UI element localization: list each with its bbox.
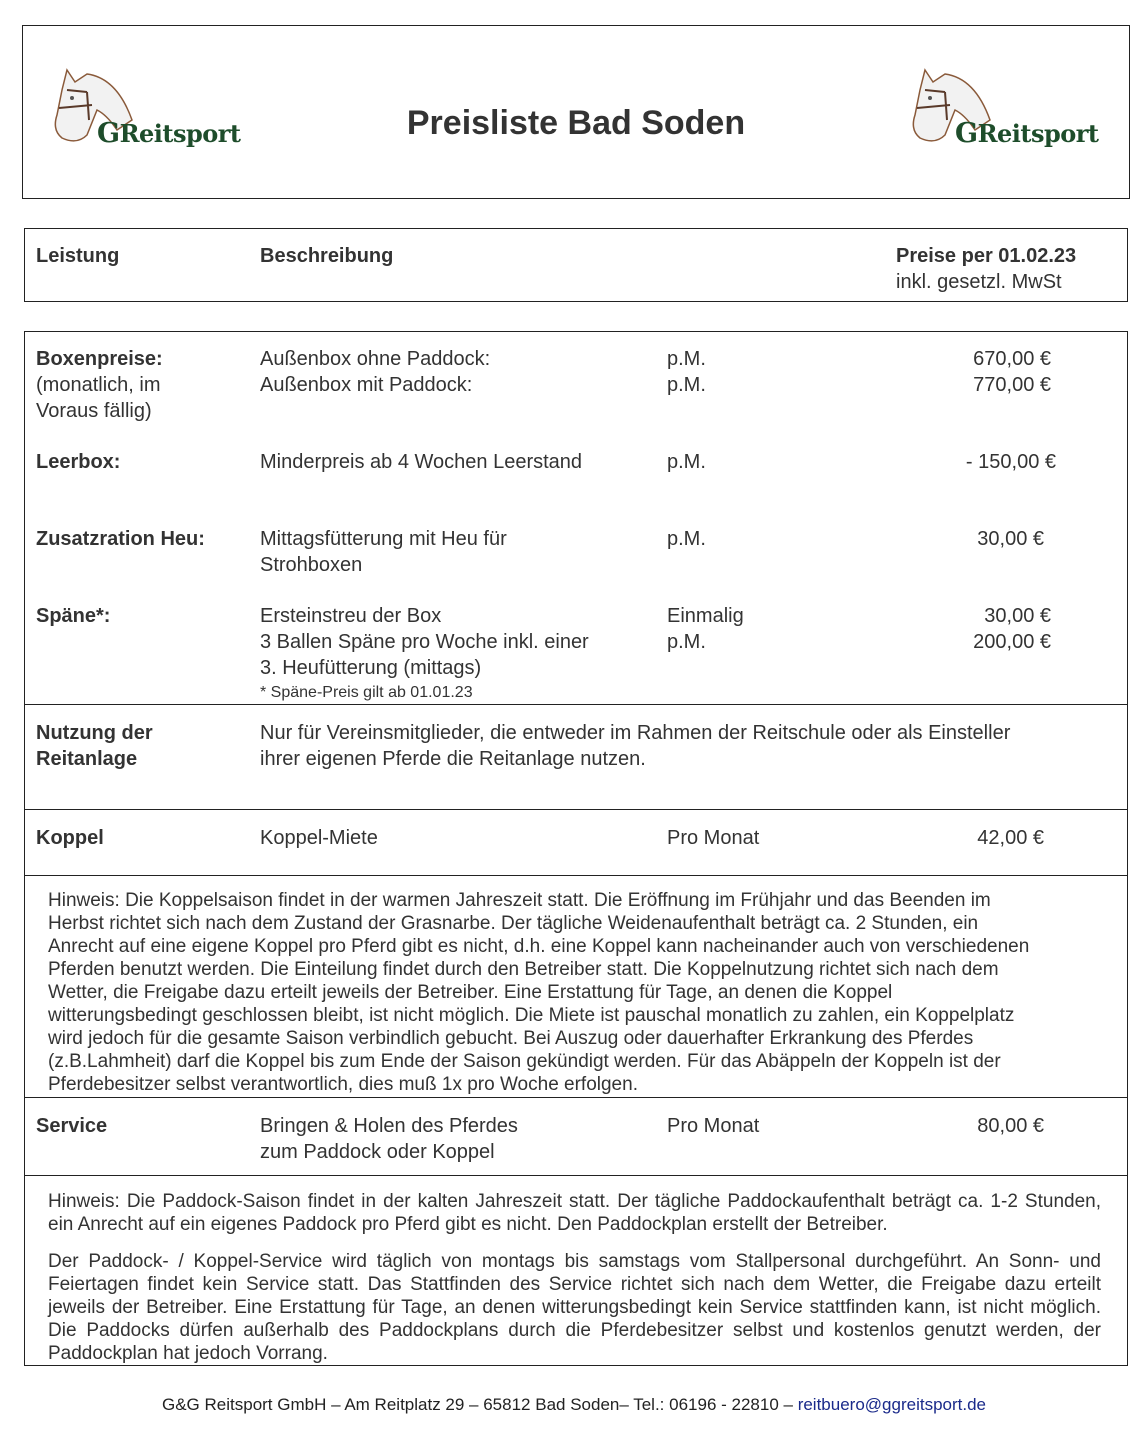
item-desc: Außenbox mit Paddock:: [260, 374, 473, 396]
item-desc: Ersteinstreu der Box: [260, 605, 442, 627]
divider: [24, 228, 1128, 229]
item-price: 30,00 €: [977, 528, 1044, 550]
footer: [0, 1395, 1148, 1415]
header-box: [22, 25, 1130, 199]
divider: [1127, 228, 1128, 302]
item-price: 670,00 €: [973, 348, 1051, 370]
row-label-boxenpreise: Boxenpreise:: [36, 348, 163, 370]
divider: [24, 1175, 1128, 1176]
row-label-reitanlage: Reitanlage: [36, 748, 138, 770]
note-line: Herbst richtet sich nach dem Zustand der Grasnarbe. Der tägliche Weidenaufenthalt beträgt ca. 2 Stunden, ein: [48, 913, 979, 934]
service-note-2: Der Paddock- / Koppel-Service wird täglich von montags bis samstags vom Stallpersonal durchgeführt. An Sonn- und Feiertagen findet kein Service statt. Das Stattfinden des Service richtet sich nach dem Wetter, die Freigabe dazu erteilt jeweils der Betreiber. Eine Erstattung für Tage, an denen witterungsbedingt kein Service stattfinden kann, ist nicht möglich. Die Paddocks dürfen außerhalb des Paddockplans durch die Pferdebesitzer selbst und kostenlos genutzt werden, der Paddockplan hat jedoch Vorrang.: [48, 1251, 1101, 1364]
page-title: Preisliste Bad Soden: [406, 104, 746, 142]
item-desc: Außenbox ohne Paddock:: [260, 348, 491, 370]
item-price: 80,00 €: [977, 1115, 1044, 1137]
row-label-heu: Zusatzration Heu:: [36, 528, 205, 550]
divider: [24, 1097, 1128, 1098]
row-label-spaene: Späne*:: [36, 605, 111, 627]
item-desc: Mittagsfütterung mit Heu für: [260, 528, 507, 550]
item-desc: Bringen & Holen des Pferdes: [260, 1115, 518, 1137]
note-line: Anrecht auf eine eigene Koppel pro Pferd gibt es nicht, d.h. eine Koppel kann nacheinander auch von verschiedenen: [48, 936, 1030, 957]
logo-text: GReitsport: [955, 118, 1099, 149]
divider: [24, 704, 1128, 705]
item-desc: Nur für Vereinsmitglieder, die entweder im Rahmen der Reitschule oder als Einsteller: [260, 722, 1011, 744]
row-label-leerbox: Leerbox:: [36, 451, 121, 473]
divider: [24, 331, 1128, 332]
koppel-note: [48, 889, 1108, 1096]
note-line: wird jedoch für die gesamte Saison verbindlich gebucht. Bei Auszug oder dauerhafter Erkrankung des Pferdes: [48, 1028, 974, 1049]
row-label-service: Service: [36, 1115, 108, 1137]
column-header-beschreibung: Beschreibung: [260, 245, 394, 267]
note-line: Wetter, die Freigabe dazu erteilt jeweils der Betreiber. Eine Erstattung für Tage, an denen die Koppel: [48, 982, 893, 1003]
item-desc: zum Paddock oder Koppel: [260, 1141, 495, 1163]
item-desc: Minderpreis ab 4 Wochen Leerstand: [260, 451, 583, 473]
item-unit: p.M.: [667, 528, 706, 550]
service-note-1: Hinweis: Die Paddock-Saison findet in der kalten Jahreszeit statt. Der tägliche Paddockaufenthalt beträgt ca. 1-2 Stunden, ein Anrecht auf ein eigenes Paddock pro Pferd gibt es nicht. Den Paddockplan erstellt der Betreiber.: [48, 1191, 1101, 1235]
logo-text: GReitsport: [97, 118, 241, 149]
item-desc: Koppel-Miete: [260, 827, 378, 849]
note-line: Hinweis: Die Koppelsaison findet in der warmen Jahreszeit statt. Die Eröffnung im Frühjahr und das Beenden im: [48, 890, 991, 911]
footer-address: G&G Reitsport GmbH – Am Reitplatz 29 – 65812 Bad Soden– Tel.: 06196 - 22810 –: [162, 1395, 798, 1414]
note-line: (z.B.Lahmheit) darf die Koppel bis zum Ende der Saison gekündigt werden. Für das Abäppeln der Koppeln ist der: [48, 1051, 1001, 1072]
column-header-preise: Preise per 01.02.23: [896, 245, 1077, 267]
item-price: 30,00 €: [984, 605, 1051, 627]
row-label-sub: Voraus fällig): [36, 400, 152, 422]
row-label-reitanlage: Nutzung der: [36, 722, 153, 744]
note-line: Pferdebesitzer selbst verantwortlich, dies muß 1x pro Woche erfolgen.: [48, 1074, 638, 1095]
note-line: witterungsbedingt geschlossen bleibt, ist nicht möglich. Die Miete ist pauschal monatlich zu zahlen, ein Koppelplatz: [48, 1005, 1015, 1026]
divider: [24, 809, 1128, 810]
item-unit: p.M.: [667, 631, 706, 653]
divider: [24, 228, 25, 302]
item-unit: Pro Monat: [667, 1115, 760, 1137]
logo-right: [905, 60, 1115, 160]
item-desc: 3. Heufütterung (mittags): [260, 657, 482, 679]
item-unit: Pro Monat: [667, 827, 760, 849]
divider: [24, 875, 1128, 876]
divider: [24, 331, 25, 1366]
divider: [24, 301, 1128, 302]
item-desc: Strohboxen: [260, 554, 363, 576]
divider: [1127, 331, 1128, 1366]
item-unit: p.M.: [667, 451, 706, 473]
item-price: - 150,00 €: [965, 451, 1056, 473]
column-header-leistung: Leistung: [36, 245, 120, 267]
item-unit: p.M.: [667, 348, 706, 370]
column-header-preise-sub: inkl. gesetzl. MwSt: [896, 271, 1062, 293]
footnote: * Späne-Preis gilt ab 01.01.23: [260, 684, 473, 701]
item-price: 200,00 €: [973, 631, 1051, 653]
note-line: Pferden benutzt werden. Die Einteilung findet durch den Betreiber statt. Die Koppelnutzung richtet sich nach dem: [48, 959, 999, 980]
item-desc: 3 Ballen Späne pro Woche inkl. einer: [260, 631, 589, 653]
item-price: 770,00 €: [973, 374, 1051, 396]
item-unit: Einmalig: [667, 605, 744, 627]
row-label-koppel: Koppel: [36, 827, 104, 849]
item-price: 42,00 €: [977, 827, 1044, 849]
footer-email-link[interactable]: reitbuero@ggreitsport.de: [797, 1395, 986, 1414]
item-desc: ihrer eigenen Pferde die Reitanlage nutzen.: [260, 748, 646, 770]
row-label-sub: (monatlich, im: [36, 374, 161, 396]
divider: [24, 1365, 1128, 1366]
item-unit: p.M.: [667, 374, 706, 396]
